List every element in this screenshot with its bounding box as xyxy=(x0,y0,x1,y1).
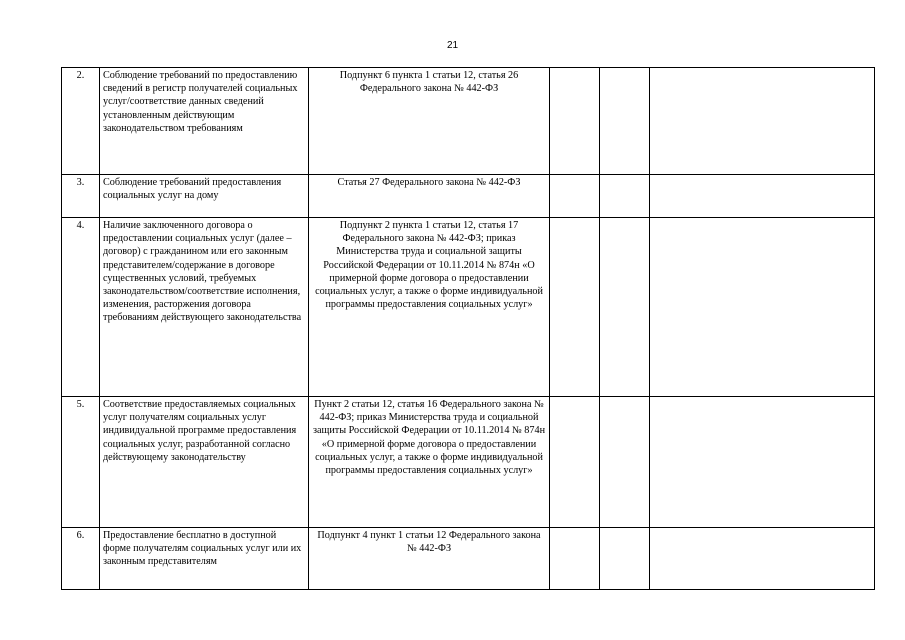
answer-cell xyxy=(550,175,600,218)
row-number: 5. xyxy=(62,397,100,528)
requirement-cell: Соблюдение требований по предоставлению сведений в регистр получателей социальных услуг/соответствие данных сведений установленным действующим законодательством требованиям xyxy=(100,68,309,175)
note-cell xyxy=(650,218,875,397)
answer-cell xyxy=(600,397,650,528)
answer-cell xyxy=(550,397,600,528)
table-row xyxy=(62,175,875,218)
answer-cell xyxy=(600,175,650,218)
answer-cell xyxy=(600,68,650,175)
legal-basis-cell: Подпункт 2 пункта 1 статьи 12, статья 17 Федерального закона № 442-ФЗ; приказ Министерства труда и социальной защиты Российской Федерации от 10.11.2014 № 874н «О примерной форме договора о предоставлении социальных услуг, а также о форме индивидуальной программы предоставления социальных услуг» xyxy=(309,218,550,397)
answer-cell xyxy=(550,528,600,590)
table-row xyxy=(62,218,875,397)
answer-cell xyxy=(600,528,650,590)
note-cell xyxy=(650,528,875,590)
row-number: 4. xyxy=(62,218,100,397)
note-cell xyxy=(650,397,875,528)
answer-cell xyxy=(600,218,650,397)
row-number: 6. xyxy=(62,528,100,590)
answer-cell xyxy=(550,218,600,397)
requirement-cell: Предоставление бесплатно в доступной форме получателям социальных услуг или их законным представителям xyxy=(100,528,309,590)
legal-basis-cell: Статья 27 Федерального закона № 442-ФЗ xyxy=(309,175,550,218)
table-row xyxy=(62,528,875,590)
page-number: 21 xyxy=(446,40,459,51)
requirement-cell: Соответствие предоставляемых социальных услуг получателям социальных услуг индивидуальной программе предоставления социальных услуг, разработанной согласно действующему законодательству xyxy=(100,397,309,528)
note-cell xyxy=(650,68,875,175)
answer-cell xyxy=(550,68,600,175)
row-number: 2. xyxy=(62,68,100,175)
requirement-cell: Наличие заключенного договора о предоставлении социальных услуг (далее – договор) с гражданином или его законным представителем/содержание в договоре существенных условий, требуемых законодательством/соответствие исполнения, изменения, расторжения договора требованиям действующего законодательства xyxy=(100,218,309,397)
legal-basis-cell: Подпункт 6 пункта 1 статьи 12, статья 26 Федерального закона № 442-ФЗ xyxy=(309,68,550,175)
requirement-cell: Соблюдение требований предоставления социальных услуг на дому xyxy=(100,175,309,218)
legal-basis-cell: Подпункт 4 пункт 1 статьи 12 Федерального закона № 442-ФЗ xyxy=(309,528,550,590)
legal-basis-cell: Пункт 2 статьи 12, статья 16 Федерального закона № 442-ФЗ; приказ Министерства труда и социальной защиты Российской Федерации от 10.11.2014 № 874н «О примерной форме договора о предоставлении социальных услуг, а также о форме индивидуальной программы предоставления социальных услуг» xyxy=(309,397,550,528)
inspection-table xyxy=(61,67,875,590)
table-row xyxy=(62,68,875,175)
row-number: 3. xyxy=(62,175,100,218)
table-row xyxy=(62,397,875,528)
note-cell xyxy=(650,175,875,218)
